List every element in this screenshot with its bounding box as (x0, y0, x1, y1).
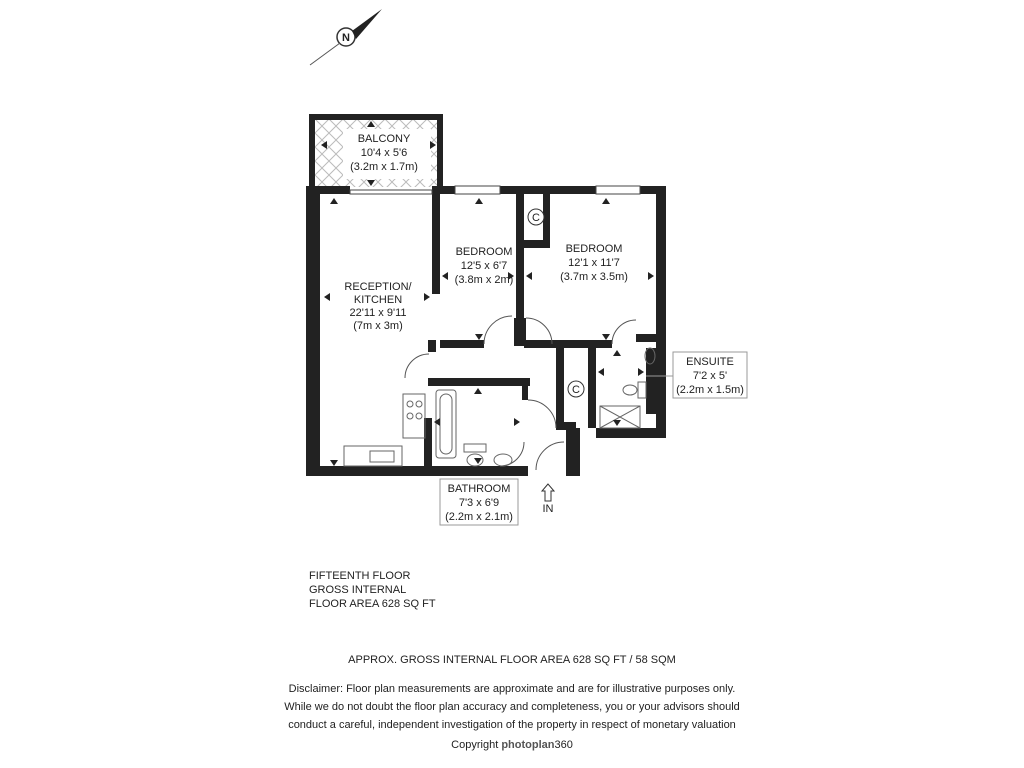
approx-area: APPROX. GROSS INTERNAL FLOOR AREA 628 SQ FT / 58 SQM (348, 654, 676, 666)
floor-info-line2: GROSS INTERNAL (309, 584, 407, 596)
cupboard-label: C (572, 384, 580, 396)
floor-info (309, 569, 436, 611)
copyright (0, 738, 1024, 752)
bedroom1-imperial: 12'5 x 6'7 (460, 260, 508, 272)
bedroom1-name: BEDROOM (455, 246, 513, 258)
bathroom-metric: (2.2m x 2.1m) (445, 511, 513, 523)
entrance-label: IN (542, 503, 554, 515)
kitchen-fixtures (344, 394, 425, 466)
balcony-metric: (3.2m x 1.7m) (350, 161, 418, 173)
bedroom2-name: BEDROOM (565, 243, 623, 255)
ensuite-metric: (2.2m x 1.5m) (676, 384, 744, 396)
windows (350, 186, 640, 194)
entrance-arrow-icon (542, 484, 554, 501)
compass-north-label: N (342, 32, 350, 44)
bedroom2-imperial: 12'1 x 11'7 (568, 257, 620, 269)
floor-info-line1: FIFTEENTH FLOOR (309, 570, 411, 582)
toilet-icon (464, 382, 646, 466)
reception-name-line1: RECEPTION/ (344, 281, 412, 293)
bathroom-imperial: 7'3 x 6'9 (458, 497, 500, 509)
bathroom-name: BATHROOM (447, 483, 511, 495)
reception-imperial: 22'11 x 9'11 (349, 307, 407, 319)
bedroom2-metric: (3.7m x 3.5m) (560, 271, 628, 283)
bedroom1-metric: (3.8m x 2m) (454, 274, 514, 286)
cupboard-hall (568, 381, 584, 397)
reception-name-line2: KITCHEN (353, 294, 403, 306)
compass-icon (310, 9, 382, 65)
shower-icon (600, 406, 640, 428)
balcony-imperial: 10'4 x 5'6 (360, 147, 408, 159)
bathroom-label (440, 479, 518, 525)
bedroom1-label (455, 246, 514, 286)
copyright-prefix: Copyright (451, 739, 499, 751)
disclaimer (0, 680, 1024, 734)
cupboard-label: C (532, 212, 540, 224)
disclaimer-line1: Disclaimer: Floor plan measurements are approximate and are for illustrative purposes only. (288, 683, 736, 695)
reception-label (344, 281, 412, 332)
disclaimer-line3: conduct a careful, independent investigation of the property in respect of monetary valuation (288, 719, 736, 731)
ensuite-name: ENSUITE (686, 356, 734, 368)
cupboard-bedroom (528, 209, 544, 225)
bedroom2-label (560, 243, 628, 283)
disclaimer-line2: While we do not doubt the floor plan accuracy and completeness, you or your advisors should (284, 701, 740, 713)
ensuite-imperial: 7'2 x 5' (692, 370, 728, 382)
balcony-name: BALCONY (357, 133, 411, 145)
copyright-brand: photoplan (501, 739, 555, 751)
copyright-suffix: 360 (554, 739, 573, 751)
reception-metric: (7m x 3m) (353, 320, 403, 332)
floor-info-line3: FLOOR AREA 628 SQ FT (309, 598, 436, 610)
